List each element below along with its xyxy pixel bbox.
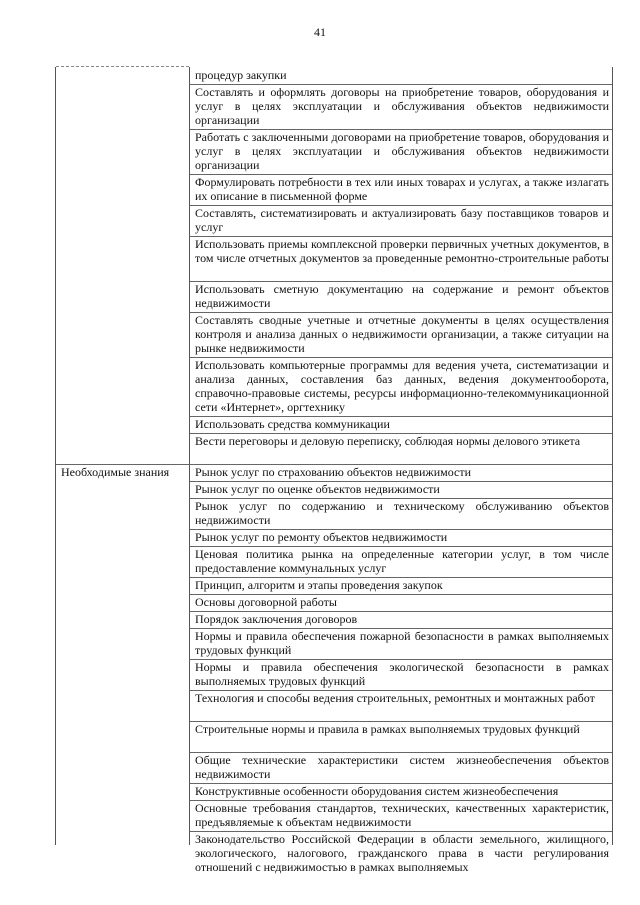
table-row: Основные требования стандартов, технических, качественных характеристик, предъявляемые к объектам недвижимости — [195, 801, 609, 829]
table-row: Составлять сводные учетные и отчетные документы в целях осуществления контроля и анализа данных о недвижимости организации, а также ситуации на рынке недвижимости — [195, 313, 609, 355]
table-row: Нормы и правила обеспечения пожарной безопасности в рамках выполняемых трудовых функций — [195, 629, 609, 657]
table-row: Технология и способы ведения строительных, ремонтных и монтажных работ — [195, 691, 595, 705]
table-row: Рынок услуг по оценке объектов недвижимости — [195, 482, 440, 496]
table-row: Рынок услуг по содержанию и техническому обслуживанию объектов недвижимости — [195, 499, 609, 527]
table-row: Ценовая политика рынка на определенные категории услуг, в том числе предоставление коммунальных услуг — [195, 547, 609, 575]
table-row: Рынок услуг по ремонту объектов недвижимости — [195, 530, 448, 544]
table-row: Составлять и оформлять договоры на приобретение товаров, оборудования и услуг в целях эксплуатации и обслуживания объектов недвижимости организации — [195, 85, 609, 127]
page-number: 41 — [314, 25, 326, 39]
table-row: Работать с заключенными договорами на приобретение товаров, оборудования и услуг в целях эксплуатации и обслуживания объектов недвижимости организации — [195, 130, 609, 172]
table-row: Порядок заключения договоров — [195, 612, 358, 626]
column-divider — [189, 67, 190, 845]
table-row: Законодательство Российской Федерации в области земельного, жилищного, экологического, налогового, гражданского права в части регулирования отношений с недвижимостью в рамках выполняемых — [195, 832, 609, 874]
table-row: Составлять, систематизировать и актуализировать базу поставщиков товаров и услуг — [195, 206, 609, 234]
table-row: Конструктивные особенности оборудования систем жизнеобеспечения — [195, 784, 559, 798]
table-row: Нормы и правила обеспечения экологической безопасности в рамках выполняемых трудовых функций — [195, 660, 609, 688]
table-row: Общие технические характеристики систем жизнеобеспечения объектов недвижимости — [195, 753, 609, 781]
table-row: Использовать компьютерные программы для ведения учета, систематизации и анализа данных, составления баз данных, ведения документооборота, справочно-правовые системы, ресурсы информационно-телекоммуникационной сети «Интернет», оргтехнику — [195, 358, 609, 414]
table-row: Основы договорной работы — [195, 595, 337, 609]
table-row: Строительные нормы и правила в рамках выполняемых трудовых функций — [195, 722, 580, 736]
table-row: Использовать средства коммуникации — [195, 417, 390, 431]
table-row: Использовать приемы комплексной проверки первичных учетных документов, в том числе отчетных документов за проведенные ремонтно-строительные работы — [195, 237, 609, 265]
table-row: процедур закупки — [195, 68, 287, 82]
section-label: Необходимые знания — [61, 465, 170, 479]
table-row: Принцип, алгоритм и этапы проведения закупок — [195, 578, 443, 592]
table-row: Формулировать потребности в тех или иных товарах и услугах, а также излагать их описание в письменной форме — [195, 175, 609, 203]
requirements-table — [55, 67, 613, 874]
table-row: Использовать сметную документацию на содержание и ремонт объектов недвижимости — [195, 282, 609, 310]
table-row: Вести переговоры и деловую переписку, соблюдая нормы делового этикета — [195, 434, 581, 448]
table-top-line — [56, 66, 189, 67]
table-row: Рынок услуг по страхованию объектов недвижимости — [195, 465, 472, 479]
